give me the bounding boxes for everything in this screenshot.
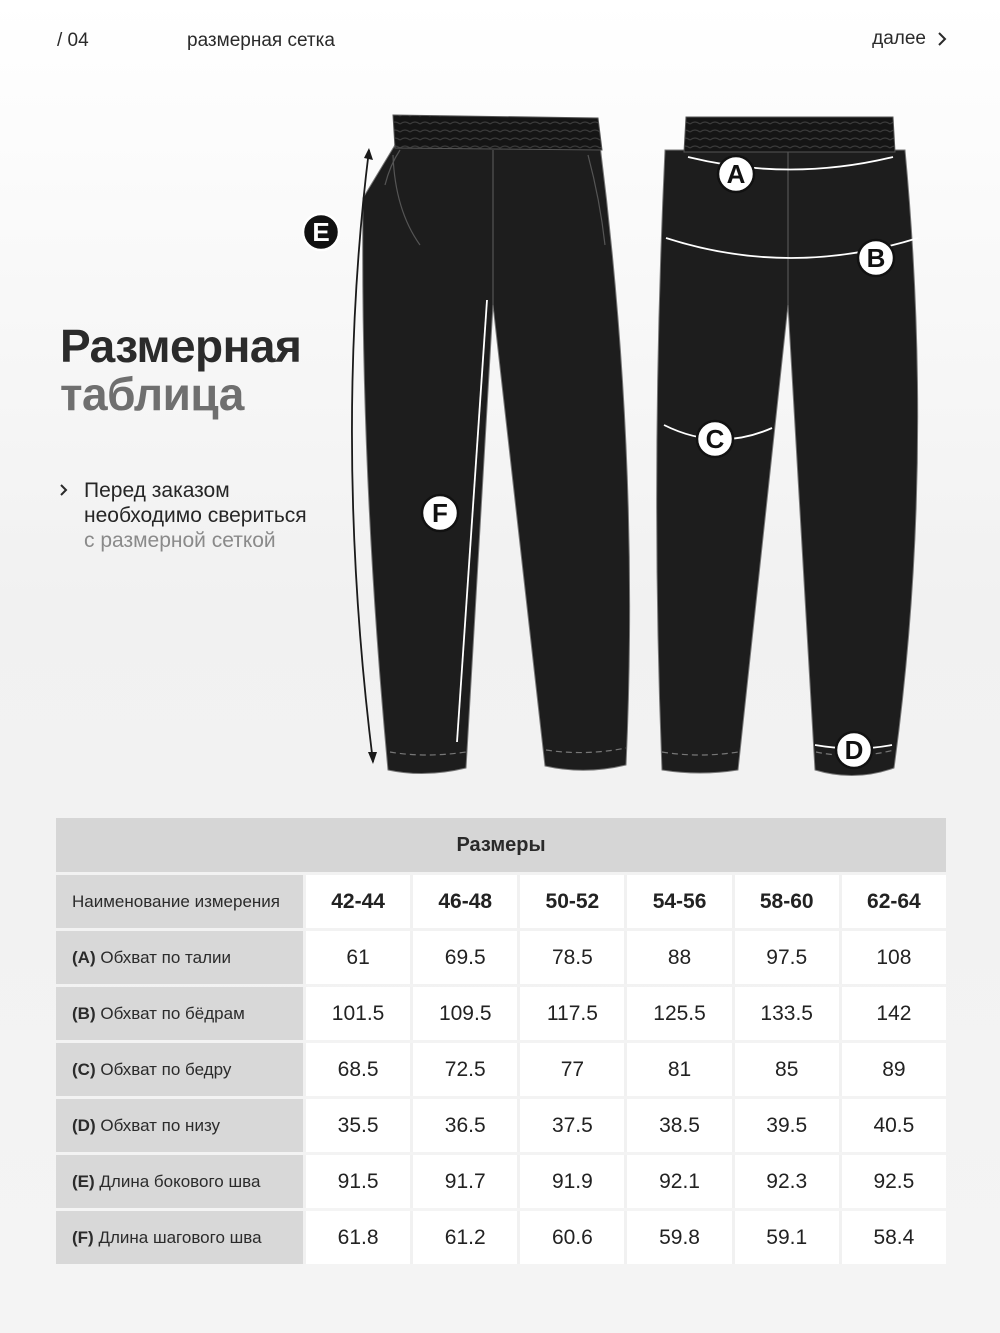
next-link[interactable] (872, 28, 948, 50)
table-cell: 61.2 (410, 1211, 517, 1264)
header-label: Наименование измерения (56, 875, 303, 928)
table-cell: 35.5 (303, 1099, 410, 1152)
table-cell: 97.5 (732, 931, 839, 984)
table-cell: 108 (839, 931, 946, 984)
table-cell: 92.1 (624, 1155, 731, 1208)
label-d (836, 732, 872, 768)
label-c (697, 421, 733, 457)
table-cell: 60.6 (517, 1211, 624, 1264)
table-row (56, 931, 946, 984)
table-row (56, 1099, 946, 1152)
table-cell: 61 (303, 931, 410, 984)
table-cell: 91.9 (517, 1155, 624, 1208)
table-cell: 91.7 (410, 1155, 517, 1208)
title-line-2: таблица (60, 368, 244, 420)
measurement-name: Обхват по бедру (100, 1059, 232, 1079)
table-row (56, 1043, 946, 1096)
measurement-code: (F) (72, 1227, 94, 1247)
table-cell: 36.5 (410, 1099, 517, 1152)
table-cell: 91.5 (303, 1155, 410, 1208)
table-header-row (56, 875, 946, 928)
measurement-label (56, 1211, 303, 1264)
label-f (422, 495, 458, 531)
note-line-1: Перед заказом (84, 479, 230, 502)
measurement-code: (C) (72, 1059, 96, 1079)
measurement-name: Обхват по талии (100, 947, 232, 967)
table-cell: 39.5 (732, 1099, 839, 1152)
measurement-label (56, 931, 303, 984)
label-c-text: C (705, 424, 725, 454)
table-cell: 59.1 (732, 1211, 839, 1264)
table-cell: 109.5 (410, 987, 517, 1040)
table-cell: 38.5 (624, 1099, 731, 1152)
table-cell: 92.5 (839, 1155, 946, 1208)
measurement-label (56, 987, 303, 1040)
table-cell: 81 (624, 1043, 731, 1096)
table-cell: 72.5 (410, 1043, 517, 1096)
breadcrumb: размерная сетка (187, 30, 335, 51)
size-header: 58-60 (732, 875, 839, 928)
measurement-code: (D) (72, 1115, 96, 1135)
table-cell: 89 (839, 1043, 946, 1096)
label-a (718, 156, 754, 192)
table-cell: 69.5 (410, 931, 517, 984)
pants-front (363, 115, 630, 774)
page-number: / 04 (57, 30, 89, 51)
pants-diagram (0, 100, 1000, 800)
table-cell: 68.5 (303, 1043, 410, 1096)
measurement-name: Обхват по бёдрам (100, 1003, 245, 1023)
table-cell: 85 (732, 1043, 839, 1096)
measurement-code: (A) (72, 947, 96, 967)
table-row (56, 987, 946, 1040)
table-cell: 133.5 (732, 987, 839, 1040)
table-title: Размеры (56, 818, 946, 872)
top-bar (0, 28, 1000, 56)
table-cell: 92.3 (732, 1155, 839, 1208)
label-d-text: D (844, 735, 864, 765)
measurement-label (56, 1043, 303, 1096)
measurement-code: (E) (72, 1171, 95, 1191)
size-header: 42-44 (303, 875, 410, 928)
label-e-text: E (312, 217, 330, 247)
table-row (56, 1155, 946, 1208)
pants-back (657, 117, 918, 776)
size-header: 62-64 (839, 875, 946, 928)
table-cell: 58.4 (839, 1211, 946, 1264)
label-a-text: A (726, 159, 746, 189)
size-table (56, 815, 946, 1267)
table-cell: 59.8 (624, 1211, 731, 1264)
label-b-text: B (866, 243, 886, 273)
measurement-code: (B) (72, 1003, 96, 1023)
measurement-label (56, 1155, 303, 1208)
measurement-name: Обхват по низу (100, 1115, 221, 1135)
table-cell: 142 (839, 987, 946, 1040)
note-line-3: с размерной сеткой (84, 529, 276, 552)
size-header: 54-56 (624, 875, 731, 928)
table-cell: 37.5 (517, 1099, 624, 1152)
label-e (303, 214, 339, 250)
measurement-label (56, 1099, 303, 1152)
table-cell: 101.5 (303, 987, 410, 1040)
measurement-name: Длина бокового шва (99, 1171, 261, 1191)
next-label[interactable]: далее (872, 28, 926, 49)
table-cell: 40.5 (839, 1099, 946, 1152)
note-line-2: необходимо свериться (84, 504, 307, 527)
table-cell: 117.5 (517, 987, 624, 1040)
title-line-1: Размерная (60, 320, 302, 372)
table-cell: 88 (624, 931, 731, 984)
table-cell: 78.5 (517, 931, 624, 984)
chevron-right-icon[interactable] (936, 31, 948, 47)
size-header: 50-52 (517, 875, 624, 928)
table-cell: 61.8 (303, 1211, 410, 1264)
table-cell: 125.5 (624, 987, 731, 1040)
measurement-name: Длина шагового шва (98, 1227, 262, 1247)
label-f-text: F (432, 498, 448, 528)
size-header: 46-48 (410, 875, 517, 928)
label-b (858, 240, 894, 276)
table-cell: 77 (517, 1043, 624, 1096)
table-row (56, 1211, 946, 1264)
